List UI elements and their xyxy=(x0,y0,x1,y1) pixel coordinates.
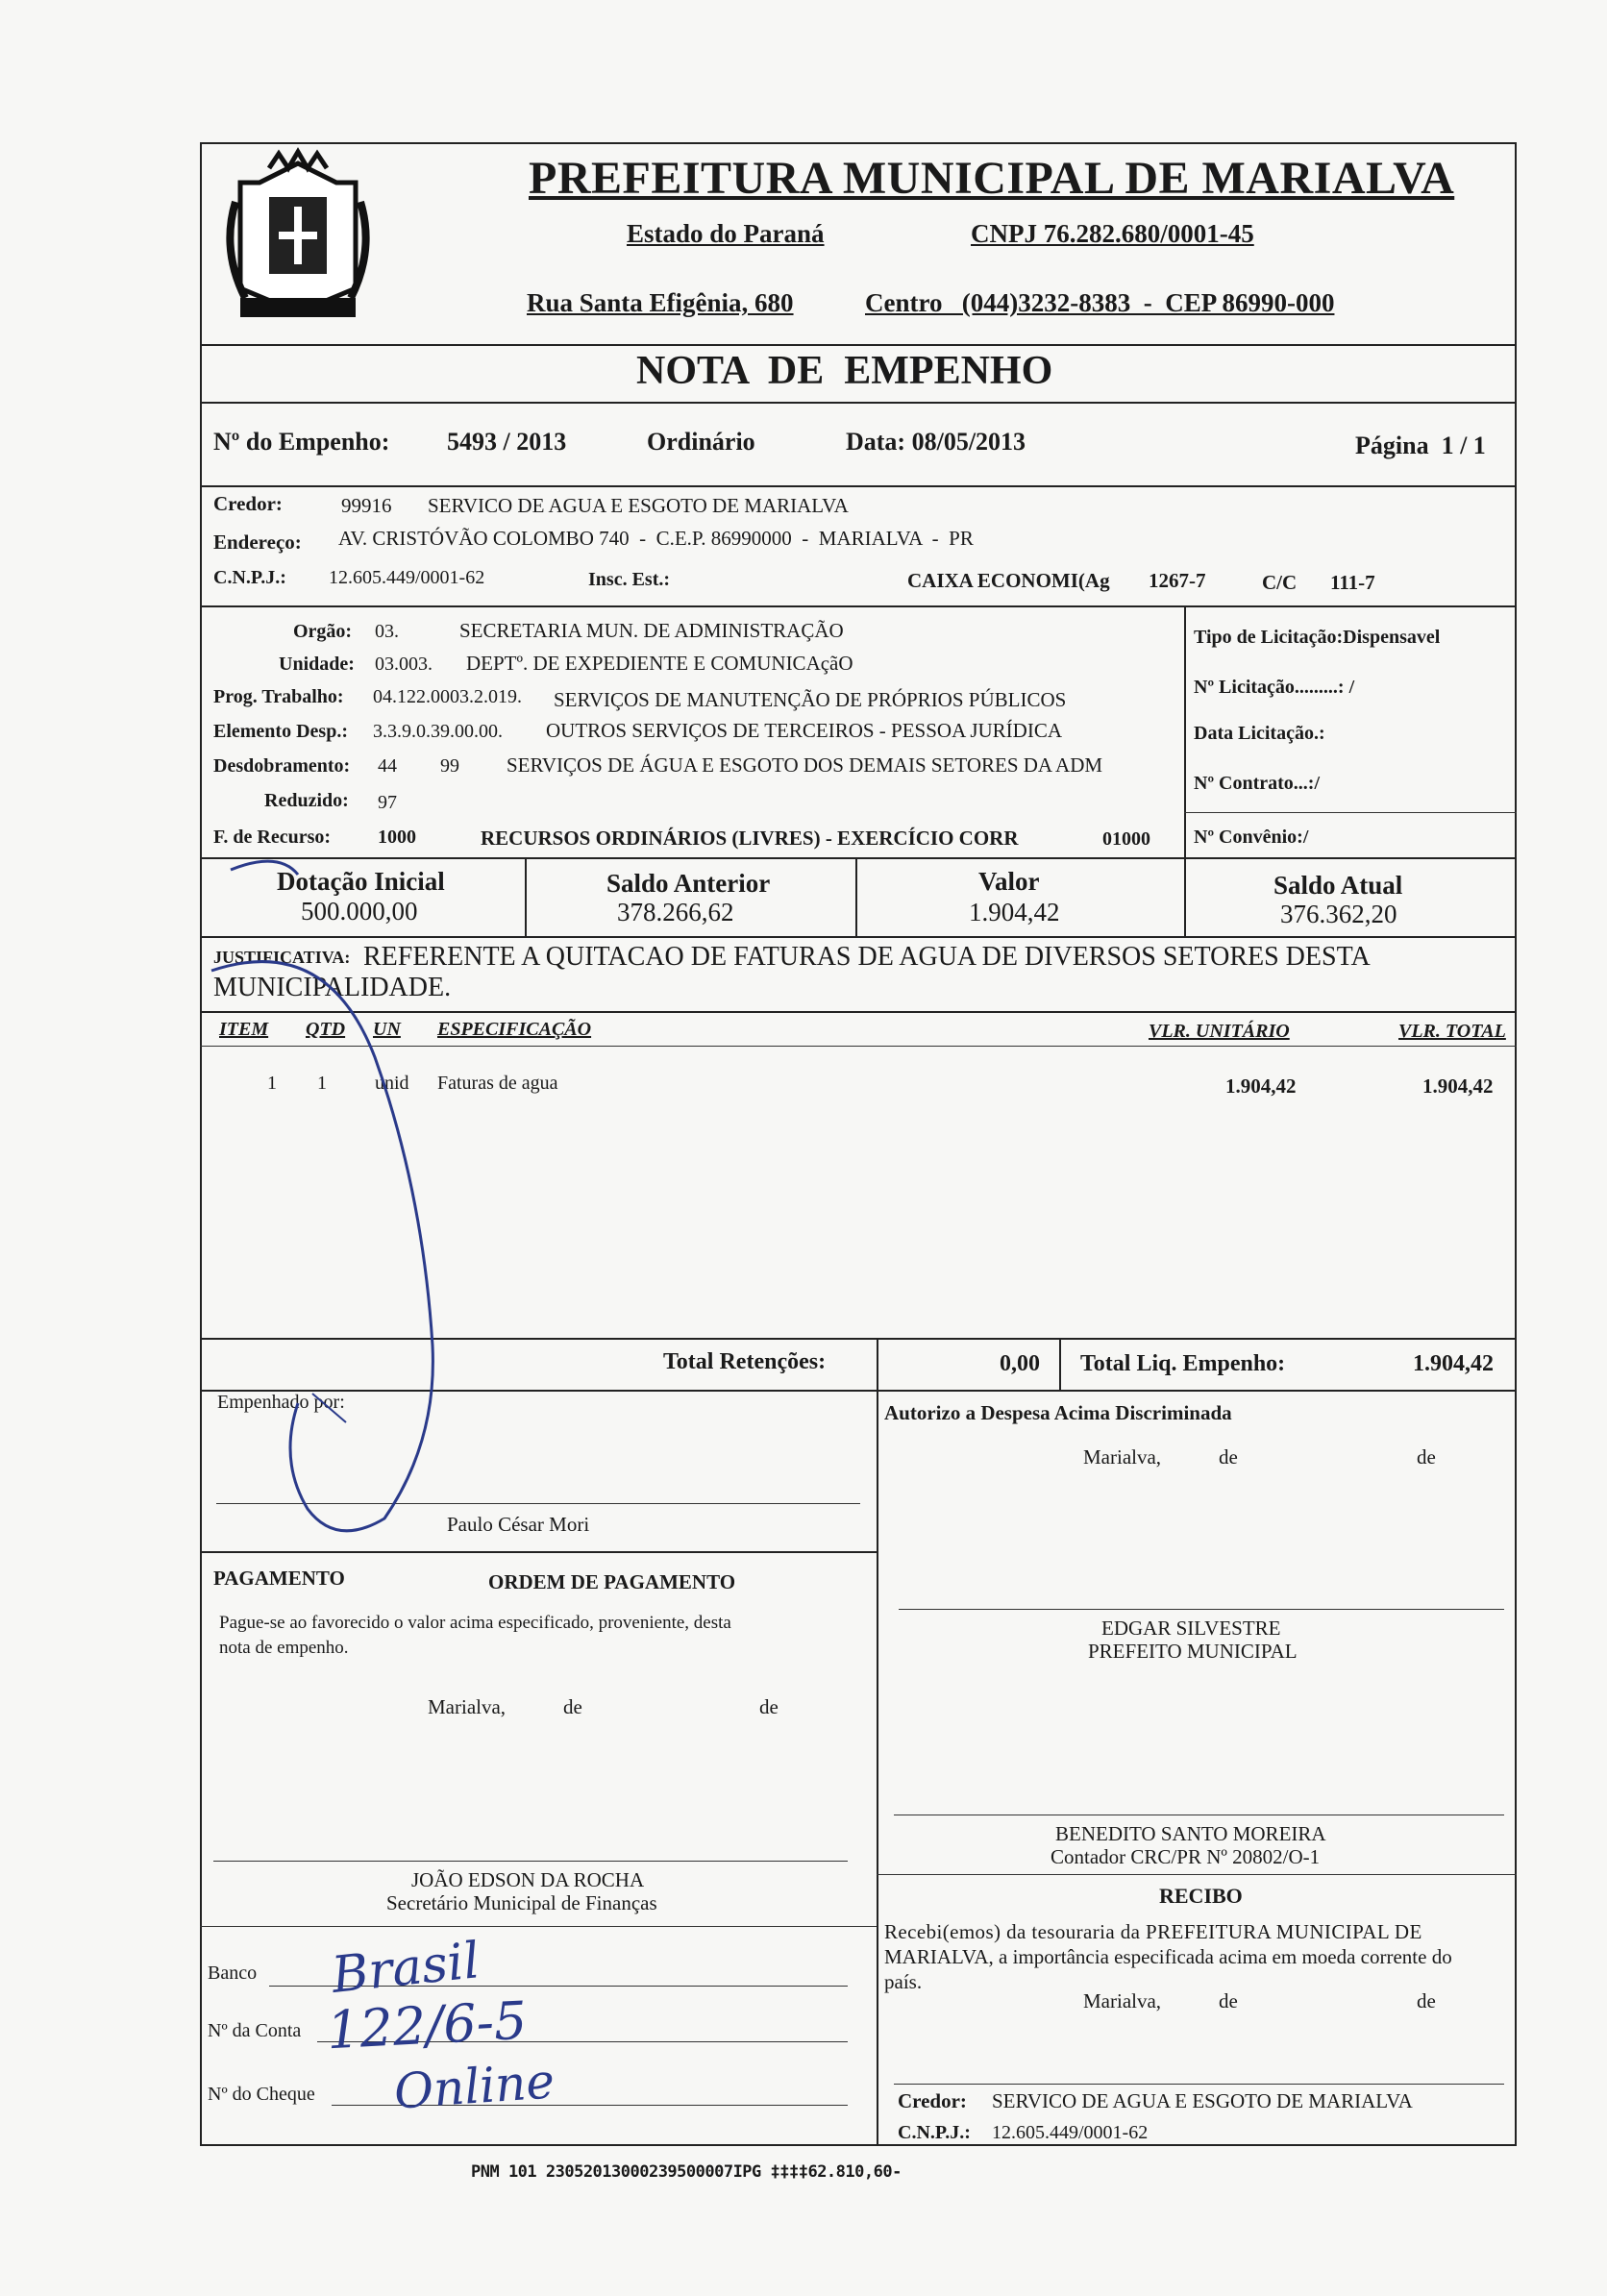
conta-label: Nº da Conta xyxy=(208,2020,302,2041)
conta-handwritten: 122/6-5 xyxy=(325,1989,529,2061)
row-vlr-unitario: 1.904,42 xyxy=(1225,1074,1297,1098)
pagamento-text-line2: nota de empenho. xyxy=(219,1638,349,1658)
justificativa-text-line2: MUNICIPALIDADE. xyxy=(213,973,452,1002)
secretario-name: JOÃO EDSON DA ROCHA xyxy=(411,1868,645,1891)
recibo-text-line1: Recebi(emos) da tesouraria da PREFEITURA MUNICIPAL DE xyxy=(884,1920,1422,1943)
numero-licitacao: Nº Licitação.........: / xyxy=(1194,677,1355,698)
dotacao-label: Dotação Inicial xyxy=(277,867,445,896)
unidade-code: 03.003. xyxy=(375,654,433,675)
recurso-name: RECURSOS ORDINÁRIOS (LIVRES) - EXERCÍCIO CORR xyxy=(481,827,1019,850)
prog-name: SERVIÇOS DE MANUTENÇÃO DE PRÓPRIOS PÚBLICOS xyxy=(554,688,1067,711)
valor-label: Valor xyxy=(978,867,1040,896)
bank-agency: 1267-7 xyxy=(1149,569,1206,592)
row-item: 1 xyxy=(267,1073,277,1094)
empenho-type: Ordinário xyxy=(647,428,755,456)
unidade-name: DEPTº. DE EXPEDIENTE E COMUNICAçãO xyxy=(466,652,853,675)
ordem-pagamento-label: ORDEM DE PAGAMENTO xyxy=(488,1570,736,1593)
pagamento-de1: de xyxy=(563,1695,582,1718)
recibo-de1: de xyxy=(1219,1989,1238,2012)
prefeito-name: EDGAR SILVESTRE xyxy=(1101,1617,1281,1640)
bank-name: CAIXA ECONOMI(Ag xyxy=(907,569,1110,592)
header-cnpj: CNPJ 76.282.680/0001-45 xyxy=(971,219,1254,248)
insc-est-label: Insc. Est.: xyxy=(588,569,671,590)
pagamento-text-line1: Pague-se ao favorecido o valor acima especificado, proveniente, desta xyxy=(219,1613,731,1633)
recibo-title: RECIBO xyxy=(1159,1884,1243,1908)
doc-title: NOTA DE EMPENHO xyxy=(636,349,1053,393)
valor-value: 1.904,42 xyxy=(969,898,1060,926)
elemento-name: OUTROS SERVIÇOS DE TERCEIROS - PESSOA JURÍDICA xyxy=(546,719,1063,742)
numero-convenio: Nº Convênio:/ xyxy=(1194,827,1309,848)
row-qtd: 1 xyxy=(317,1073,327,1094)
pagamento-label: PAGAMENTO xyxy=(213,1567,345,1590)
elemento-label: Elemento Desp.: xyxy=(213,721,348,742)
credor-code: 99916 xyxy=(341,494,392,517)
autorizo-de2: de xyxy=(1417,1445,1436,1469)
recibo-city: Marialva, xyxy=(1083,1989,1162,2012)
row-vlr-total: 1.904,42 xyxy=(1422,1074,1494,1098)
autorizo-text: Autorizo a Despesa Acima Discriminada xyxy=(884,1401,1232,1424)
orgao-name: SECRETARIA MUN. DE ADMINISTRAÇÃO xyxy=(459,619,844,642)
page-number: Página 1 / 1 xyxy=(1355,432,1486,459)
row-un: unid xyxy=(375,1073,409,1094)
empenho-number-label: Nº do Empenho: xyxy=(213,428,390,456)
data-licitacao: Data Licitação.: xyxy=(1194,723,1325,744)
prog-code: 04.122.0003.2.019. xyxy=(373,686,522,707)
footer-code: PNM 101 23052013000239500007IPG ‡‡‡‡62.810,60- xyxy=(471,2162,902,2182)
contador-name: BENEDITO SANTO MOREIRA xyxy=(1055,1822,1326,1845)
total-retencoes-label: Total Retenções: xyxy=(663,1349,827,1374)
total-retencoes-value: 0,00 xyxy=(1000,1351,1040,1376)
reduzido-label: Reduzido: xyxy=(264,790,349,811)
empenho-date: Data: 08/05/2013 xyxy=(846,428,1026,456)
autorizo-de1: de xyxy=(1219,1445,1238,1469)
contador-role: Contador CRC/PR Nº 20802/O-1 xyxy=(1051,1845,1321,1868)
empenhado-por-name: Paulo César Mori xyxy=(447,1513,590,1536)
unidade-label: Unidade: xyxy=(279,654,355,675)
desdobramento-code2: 99 xyxy=(440,755,459,777)
pagamento-city: Marialva, xyxy=(428,1695,507,1718)
prefeito-role: PREFEITO MUNICIPAL xyxy=(1088,1640,1298,1663)
col-header-un: UN xyxy=(373,1019,401,1040)
prog-label: Prog. Trabalho: xyxy=(213,686,344,707)
cheque-handwritten: Online xyxy=(392,2053,556,2120)
empenho-number: 5493 / 2013 xyxy=(447,428,567,456)
recibo-de2: de xyxy=(1417,1989,1436,2012)
header-contact: Centro (044)3232-8383 - CEP 86990-000 xyxy=(865,288,1335,317)
credor-cnpj: 12.605.449/0001-62 xyxy=(329,567,485,588)
orgao-label: Orgão: xyxy=(293,621,353,642)
col-header-especificacao: ESPECIFICAÇÃO xyxy=(437,1019,592,1040)
col-header-qtd: QTD xyxy=(306,1019,346,1040)
saldo-atual-label: Saldo Atual xyxy=(1273,871,1403,900)
endereco-label: Endereço: xyxy=(213,531,302,554)
total-liquido-label: Total Liq. Empenho: xyxy=(1080,1351,1286,1376)
credor-name: SERVICO DE AGUA E ESGOTO DE MARIALVA xyxy=(428,494,849,517)
page-title: PREFEITURA MUNICIPAL DE MARIALVA xyxy=(529,153,1455,204)
elemento-code: 3.3.9.0.39.00.00. xyxy=(373,721,503,742)
desdobramento-name: SERVIÇOS DE ÁGUA E ESGOTO DOS DEMAIS SETORES DA ADM xyxy=(507,753,1103,777)
orgao-code: 03. xyxy=(375,621,399,642)
bank-account: 111-7 xyxy=(1330,571,1375,594)
recurso-code2: 01000 xyxy=(1102,828,1150,850)
desdobramento-code1: 44 xyxy=(378,755,397,777)
pagamento-de2: de xyxy=(759,1695,779,1718)
justificativa-text-line1: REFERENTE A QUITACAO DE FATURAS DE AGUA DE DIVERSOS SETORES DESTA xyxy=(363,942,1371,972)
recurso-label: F. de Recurso: xyxy=(213,827,332,848)
cheque-label: Nº do Cheque xyxy=(208,2084,315,2105)
recibo-credor-label: Credor: xyxy=(898,2089,967,2112)
banco-handwritten: Brasil xyxy=(329,1932,482,2005)
justificativa-label: JUSTIFICATIVA: xyxy=(213,948,351,967)
banco-label: Banco xyxy=(208,1963,258,1984)
saldo-anterior-value: 378.266,62 xyxy=(617,898,734,926)
recibo-cnpj-label: C.N.P.J.: xyxy=(898,2122,971,2143)
recibo-cnpj: 12.605.449/0001-62 xyxy=(992,2122,1149,2143)
row-especificacao: Faturas de agua xyxy=(437,1073,558,1094)
recibo-text-line3: país. xyxy=(884,1970,923,1993)
col-header-vlr-unitario: VLR. UNITÁRIO xyxy=(1149,1021,1290,1042)
secretario-role: Secretário Municipal de Finanças xyxy=(386,1891,657,1914)
header-address: Rua Santa Efigênia, 680 xyxy=(527,288,794,317)
autorizo-city: Marialva, xyxy=(1083,1445,1162,1469)
saldo-anterior-label: Saldo Anterior xyxy=(606,869,771,898)
recurso-code: 1000 xyxy=(378,827,416,848)
reduzido-code: 97 xyxy=(378,792,397,813)
recibo-credor: SERVICO DE AGUA E ESGOTO DE MARIALVA xyxy=(992,2089,1413,2112)
empenhado-por-label: Empenhado por: xyxy=(217,1392,345,1413)
cnpj-label: C.N.P.J.: xyxy=(213,567,286,588)
col-header-item: ITEM xyxy=(219,1019,269,1040)
cc-label: C/C xyxy=(1262,571,1298,594)
credor-address: AV. CRISTÓVÃO COLOMBO 740 - C.E.P. 86990000 - MARIALVA - PR xyxy=(338,527,974,550)
total-liquido-value: 1.904,42 xyxy=(1413,1351,1494,1376)
saldo-atual-value: 376.362,20 xyxy=(1280,900,1397,928)
tipo-licitacao: Tipo de Licitação:Dispensavel xyxy=(1194,627,1441,648)
dotacao-value: 500.000,00 xyxy=(301,897,418,926)
credor-label: Credor: xyxy=(213,492,283,515)
recibo-text-line2: MARIALVA, a importância especificada acima em moeda corrente do xyxy=(884,1945,1452,1968)
desdobramento-label: Desdobramento: xyxy=(213,755,351,777)
col-header-vlr-total: VLR. TOTAL xyxy=(1398,1021,1506,1042)
state: Estado do Paraná xyxy=(627,219,825,248)
numero-contrato: Nº Contrato...:/ xyxy=(1194,773,1321,794)
